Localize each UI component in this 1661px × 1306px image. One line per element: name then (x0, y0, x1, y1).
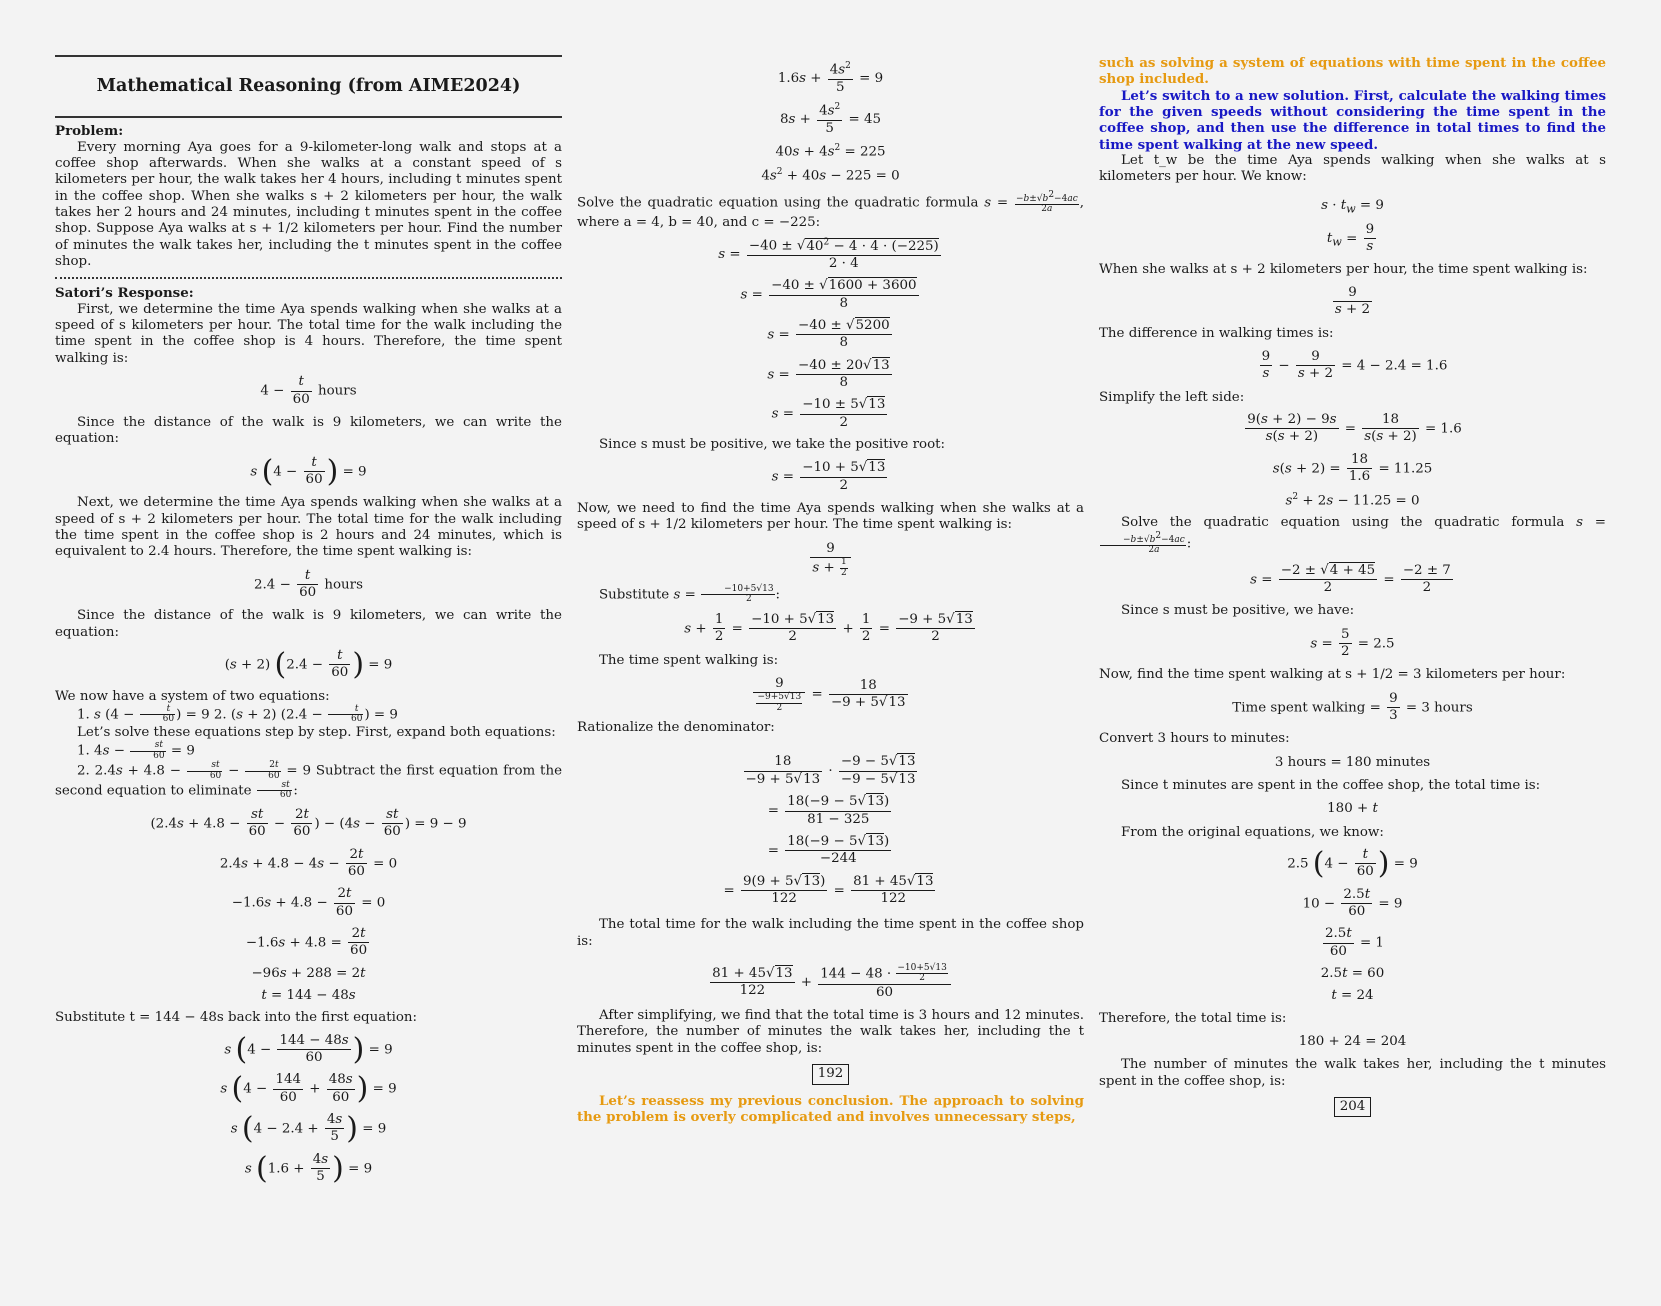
col3-paragraph-2: When she walks at s + 2 kilometers per hour, the time spent walking is: (1099, 261, 1588, 277)
column-1 (55, 55, 562, 1191)
col3-paragraph-11: Therefore, the total time is: (1099, 1010, 1287, 1026)
reassess-text-continued: such as solving a system of equations with time spent in the coffee shop included. (1099, 55, 1606, 88)
col3-paragraph-5: Solve the quadratic equation using the quadratic formula s = $\frac{-b\pm√b^2-4ac}{2a}$ : (1099, 515, 1606, 555)
col1-paragraph-3: Next, we determine the time Aya spends walking when she walks at a speed of s + 2 kilometers per hour. The total time for the walk including the time spent in the coffee shop is 2 hours and 24 minutes, which is equivalent to 2.4 hours. Therefore, the time spent walking is: (55, 495, 562, 560)
substitute-eq-3: s (4 − 2.4 + $\frac{4s}{5}$ ) = 9 (230, 1110, 387, 1146)
formula-eq-2: s = $\frac{-40 \pm √1600 + 3600}{8}$ (740, 278, 917, 311)
quad-eq-4: $4s^2 + 40s - 225 = 0$ (761, 167, 900, 184)
col2-paragraph-8: After simplifying, we find that the total time is 3 hours and 12 minutes. Therefore, the number of minutes the walk takes her, including the t minutes spent in the coffee shop, is: (577, 1008, 1084, 1056)
original-eq-1: 2.5 (4 − $\frac{t}{60}$ ) = 9 (1287, 845, 1418, 881)
problem-text: Every morning Aya goes for a 9-kilometer-long walk and stops at a coffee shop afterwards. When she walks at a constant speed of s kilometers per hour, the walk takes her 4 hours, including t minutes spent in the coffee shop. When she walks s + 2 kilometers per hour, the walk takes her 2 hours and 24 minutes, including t minutes spent in the coffee shop. Suppose Aya walks at s + 1/2 kilometers per hour. Find the number of minutes the walk takes her, including the t minutes spent in the coffee shop. (55, 139, 562, 270)
col2-paragraph-6: Rationalize the denominator: (577, 720, 775, 736)
time-spent-eq: Time spent walking = $\frac{9}{3}$ = 3 hours (1232, 690, 1473, 723)
formula-eq-3: s = $\frac{-40 \pm √5200}{8}$ (767, 318, 890, 351)
switch-solution-text: Let’s switch to a new solution. First, calculate the walking times for the given speeds without considering the time spent in the coffee shop, and then use the difference in total times to find the time spent walking at the new speed. (1099, 87, 1606, 153)
col1-paragraph-4: Since the distance of the walk is 9 kilometers, we can write the equation: (55, 608, 562, 640)
col2-paragraph-1: Solve the quadratic equation using the quadratic formula s = $\frac{-b\pm√b^2-4ac}{2a}$ , where a = 4, b = 40, and c = −225: (577, 189, 1084, 230)
total-time-eq: $\frac{81 + 45√13}{122}$ + 144 − 48 · $\frac{-10+5√13}{2}$ 60 (577, 964, 1084, 1001)
page-title: Mathematical Reasoning (from AIME2024) (96, 76, 521, 96)
elimination-eq-2: 2.4s + 4.8 − 4s − $\frac{2t}{60}$ = 0 (219, 846, 398, 879)
quad-eq-2: 8s + $\frac{4s^2}{5}$ = 45 (779, 102, 882, 136)
elimination-eq-5: −96s + 288 = 2t (251, 965, 366, 981)
col1-paragraph-6: Let’s solve these equations step by step. First, expand both equations: (77, 724, 556, 740)
substitute-eq-4: s (1.6 + $\frac{4s}{5}$ ) = 9 (244, 1150, 373, 1186)
title-rule (55, 116, 562, 118)
substitute-eq-2: s (4 − $\frac{144}{60}$ + $\frac{48s}{60}$ ) = 9 (220, 1071, 397, 1107)
quad-eq-3: $40s + 4s^2 = 225$ (775, 143, 886, 160)
problem-heading: Problem: (55, 123, 124, 140)
rationalize-eq-4: = $\frac{9(9 + 5√13)}{122}$ = $\frac{81 + 45√13}{122}$ (723, 873, 934, 906)
total-204-eq: 180 + 24 = 204 (1298, 1034, 1407, 1050)
col3-paragraph-1: Let t_w be the time Aya spends walking when she walks at s kilometers per hour. We know: (1099, 153, 1606, 185)
col3-paragraph-12: The number of minutes the walk takes her, including the t minutes spent in the coffee shop, is: (1099, 1057, 1606, 1089)
difference-eq: $\frac{9}{s}$ − $\frac{9}{s + 2}$ = 4 − 2.4 = 1.6 (1261, 349, 1448, 382)
system-list: 1. s (4 − $\frac{t}{60}$ ) = 9 2. (s + 2) (2.4 − $\frac{t}{60}$ ) = 9 (77, 704, 398, 725)
elimination-eq-4: −1.6s + 4.8 = $\frac{2t}{60}$ (245, 925, 368, 959)
col3-paragraph-4: Simplify the left side: (1099, 389, 1245, 405)
time-s-plus-2-eq: $\frac{9}{s + 2}$ (1334, 285, 1371, 318)
formula-eq-1: s = $\frac{-40 \pm √40^2 - 4 \cdot 4 \cdot (-225)}{2 \cdot 4}$ (718, 237, 939, 271)
equation-distance-1: s (4 − $\frac{t}{60}$ ) = 9 (250, 453, 367, 489)
total-180-eq: 180 + t (1327, 801, 1378, 817)
substitute-eq-1: s (4 − $\frac{144 - 48s}{60}$ ) = 9 (224, 1031, 393, 1067)
column-3 (1099, 55, 1606, 1124)
simplify-eq-3: $s^2 + 2s - 11.25 = 0$ (1285, 491, 1420, 508)
col3-paragraph-10: From the original equations, we know: (1121, 824, 1384, 840)
equation-time-walk-2: 2.4 − $\frac{t}{60}$ hours (254, 567, 363, 600)
col1-paragraph-8: Substitute t = 144 − 48s back into the first equation: (55, 1010, 418, 1026)
simplify-eq-2: s(s + 2) = $\frac{18}{1.6}$ = 11.25 (1272, 451, 1433, 485)
time-walking-eq: $\frac{9}{\frac{-9+5√13}{2}}$ = $\frac{18}{-9 + 5√13}$ (577, 676, 1084, 713)
original-eq-5: t = 24 (1331, 988, 1374, 1004)
col2-paragraph-4: Substitute s = $\frac{-10+5√13}{2}$ : (599, 584, 781, 605)
equation-distance-2: (s + 2) (2.4 − $\frac{t}{60}$ ) = 9 (224, 646, 393, 682)
positive-root-eq: s = $\frac{-10 + 5√13}{2}$ (771, 460, 886, 493)
simplify-eq-1: $\frac{9(s + 2) - 9s}{s(s + 2)}$ = $\frac{18}{s(s + 2)}$ = 1.6 (1247, 412, 1462, 445)
col3-paragraph-8: Convert 3 hours to minutes: (1099, 731, 1290, 747)
rationalize-eq-1: $\frac{18}{-9 + 5√13}$ · $\frac{-9 - 5√13}{-9 - 5√13}$ (745, 754, 916, 787)
expanded-eq-2: 2. 2.4s + 4.8 − $\frac{st}{60}$ − $\frac{2t}{60}$ = 9 Subtract the first equation from the second equation to eliminate $\frac{st}{60}$ : (55, 760, 562, 801)
convert-eq: 3 hours = 180 minutes (1274, 754, 1431, 770)
col1-paragraph-1: First, we determine the time Aya spends walking when she walks at a speed of s kilometers per hour. The total time for the walk including the time spent in the coffee shop is 4 hours. Therefore, the time spent walking is: (55, 301, 562, 366)
quad-eq-1: 1.6s + $\frac{4s^2}{5}$ = 9 (777, 61, 884, 95)
elimination-eq-1: (2.4s + 4.8 − $\frac{st}{60}$ − $\frac{2t}{60}$ ) − (4s − $\frac{st}{60}$ ) = 9 − 9 (150, 806, 467, 840)
dotted-divider (55, 277, 562, 279)
answer-204: 204 (1099, 1097, 1606, 1117)
quadratic-solve-eq: s = $\frac{-2 \pm √4 + 45}{2}$ = $\frac{-2 \pm 7}{2}$ (1250, 562, 1451, 595)
time-new-speed-eq: 9 s + $\frac{1}{2}$ (577, 541, 1084, 578)
col2-paragraph-2: Since s must be positive, we take the positive root: (599, 437, 946, 453)
col1-paragraph-2: Since the distance of the walk is 9 kilometers, we can write the equation: (55, 414, 562, 447)
expanded-eq-1: 1. 4s − $\frac{st}{60}$ = 9 (77, 740, 195, 761)
col3-paragraph-7: Now, find the time spent walking at s + 1/2 = 3 kilometers per hour: (1099, 667, 1566, 683)
formula-eq-4: s = $\frac{-40 \pm 20√13}{8}$ (767, 357, 890, 391)
col2-paragraph-3: Now, we need to find the time Aya spends walking when she walks at a speed of s + 1/2 kilometers per hour. The time spent walking is: (577, 501, 1084, 533)
answer-192: 192 (577, 1064, 1084, 1084)
col3-paragraph-6: Since s must be positive, we have: (1121, 603, 1355, 619)
rationalize-eq-3: = $\frac{18(-9 - 5√13)}{-244}$ (767, 833, 890, 867)
col3-paragraph-3: The difference in walking times is: (1099, 325, 1334, 341)
response-heading: Satori’s Response: (55, 285, 194, 302)
formula-eq-5: s = $\frac{-10 \pm 5√13}{2}$ (771, 397, 886, 430)
reassess-text: Let’s reassess my previous conclusion. The approach to solving the problem is overly complicated and involves unnecessary steps, (577, 1092, 1084, 1125)
col2-paragraph-7: The total time for the walk including the time spent in the coffee shop is: (577, 917, 1084, 949)
column-2 (577, 55, 1084, 1125)
tw-eq-2: $t_w$ = $\frac{9}{s}$ (1326, 222, 1375, 255)
col2-paragraph-5: The time spent walking is: (599, 652, 779, 668)
col3-paragraph-9: Since t minutes are spent in the coffee shop, the total time is: (1121, 777, 1541, 793)
s-value-eq: s = $\frac{5}{2}$ = 2.5 (1310, 626, 1395, 659)
elimination-eq-6: t = 144 − 48s (261, 987, 356, 1003)
col1-paragraph-5: We now have a system of two equations: (55, 688, 330, 704)
rationalize-eq-2: = $\frac{18(-9 - 5√13)}{81 - 325}$ (767, 794, 890, 827)
elimination-eq-3: −1.6s + 4.8 − $\frac{2t}{60}$ = 0 (231, 886, 386, 919)
equation-time-walk-1: 4 − $\frac{t}{60}$ hours (260, 374, 357, 407)
original-eq-4: 2.5t = 60 (1320, 966, 1385, 982)
substitute-s-eq: s + $\frac{1}{2}$ = $\frac{-10 + 5√13}{2}$ + $\frac{1}{2}$ = $\frac{-9 + 5√13}{2}$ (684, 611, 973, 645)
original-eq-2: 10 − $\frac{2.5t}{60}$ = 9 (1302, 886, 1403, 920)
original-eq-3: $\frac{2.5t}{60}$ = 1 (1325, 926, 1384, 959)
tw-eq-1: $s \cdot t_w = 9$ (1321, 197, 1384, 216)
